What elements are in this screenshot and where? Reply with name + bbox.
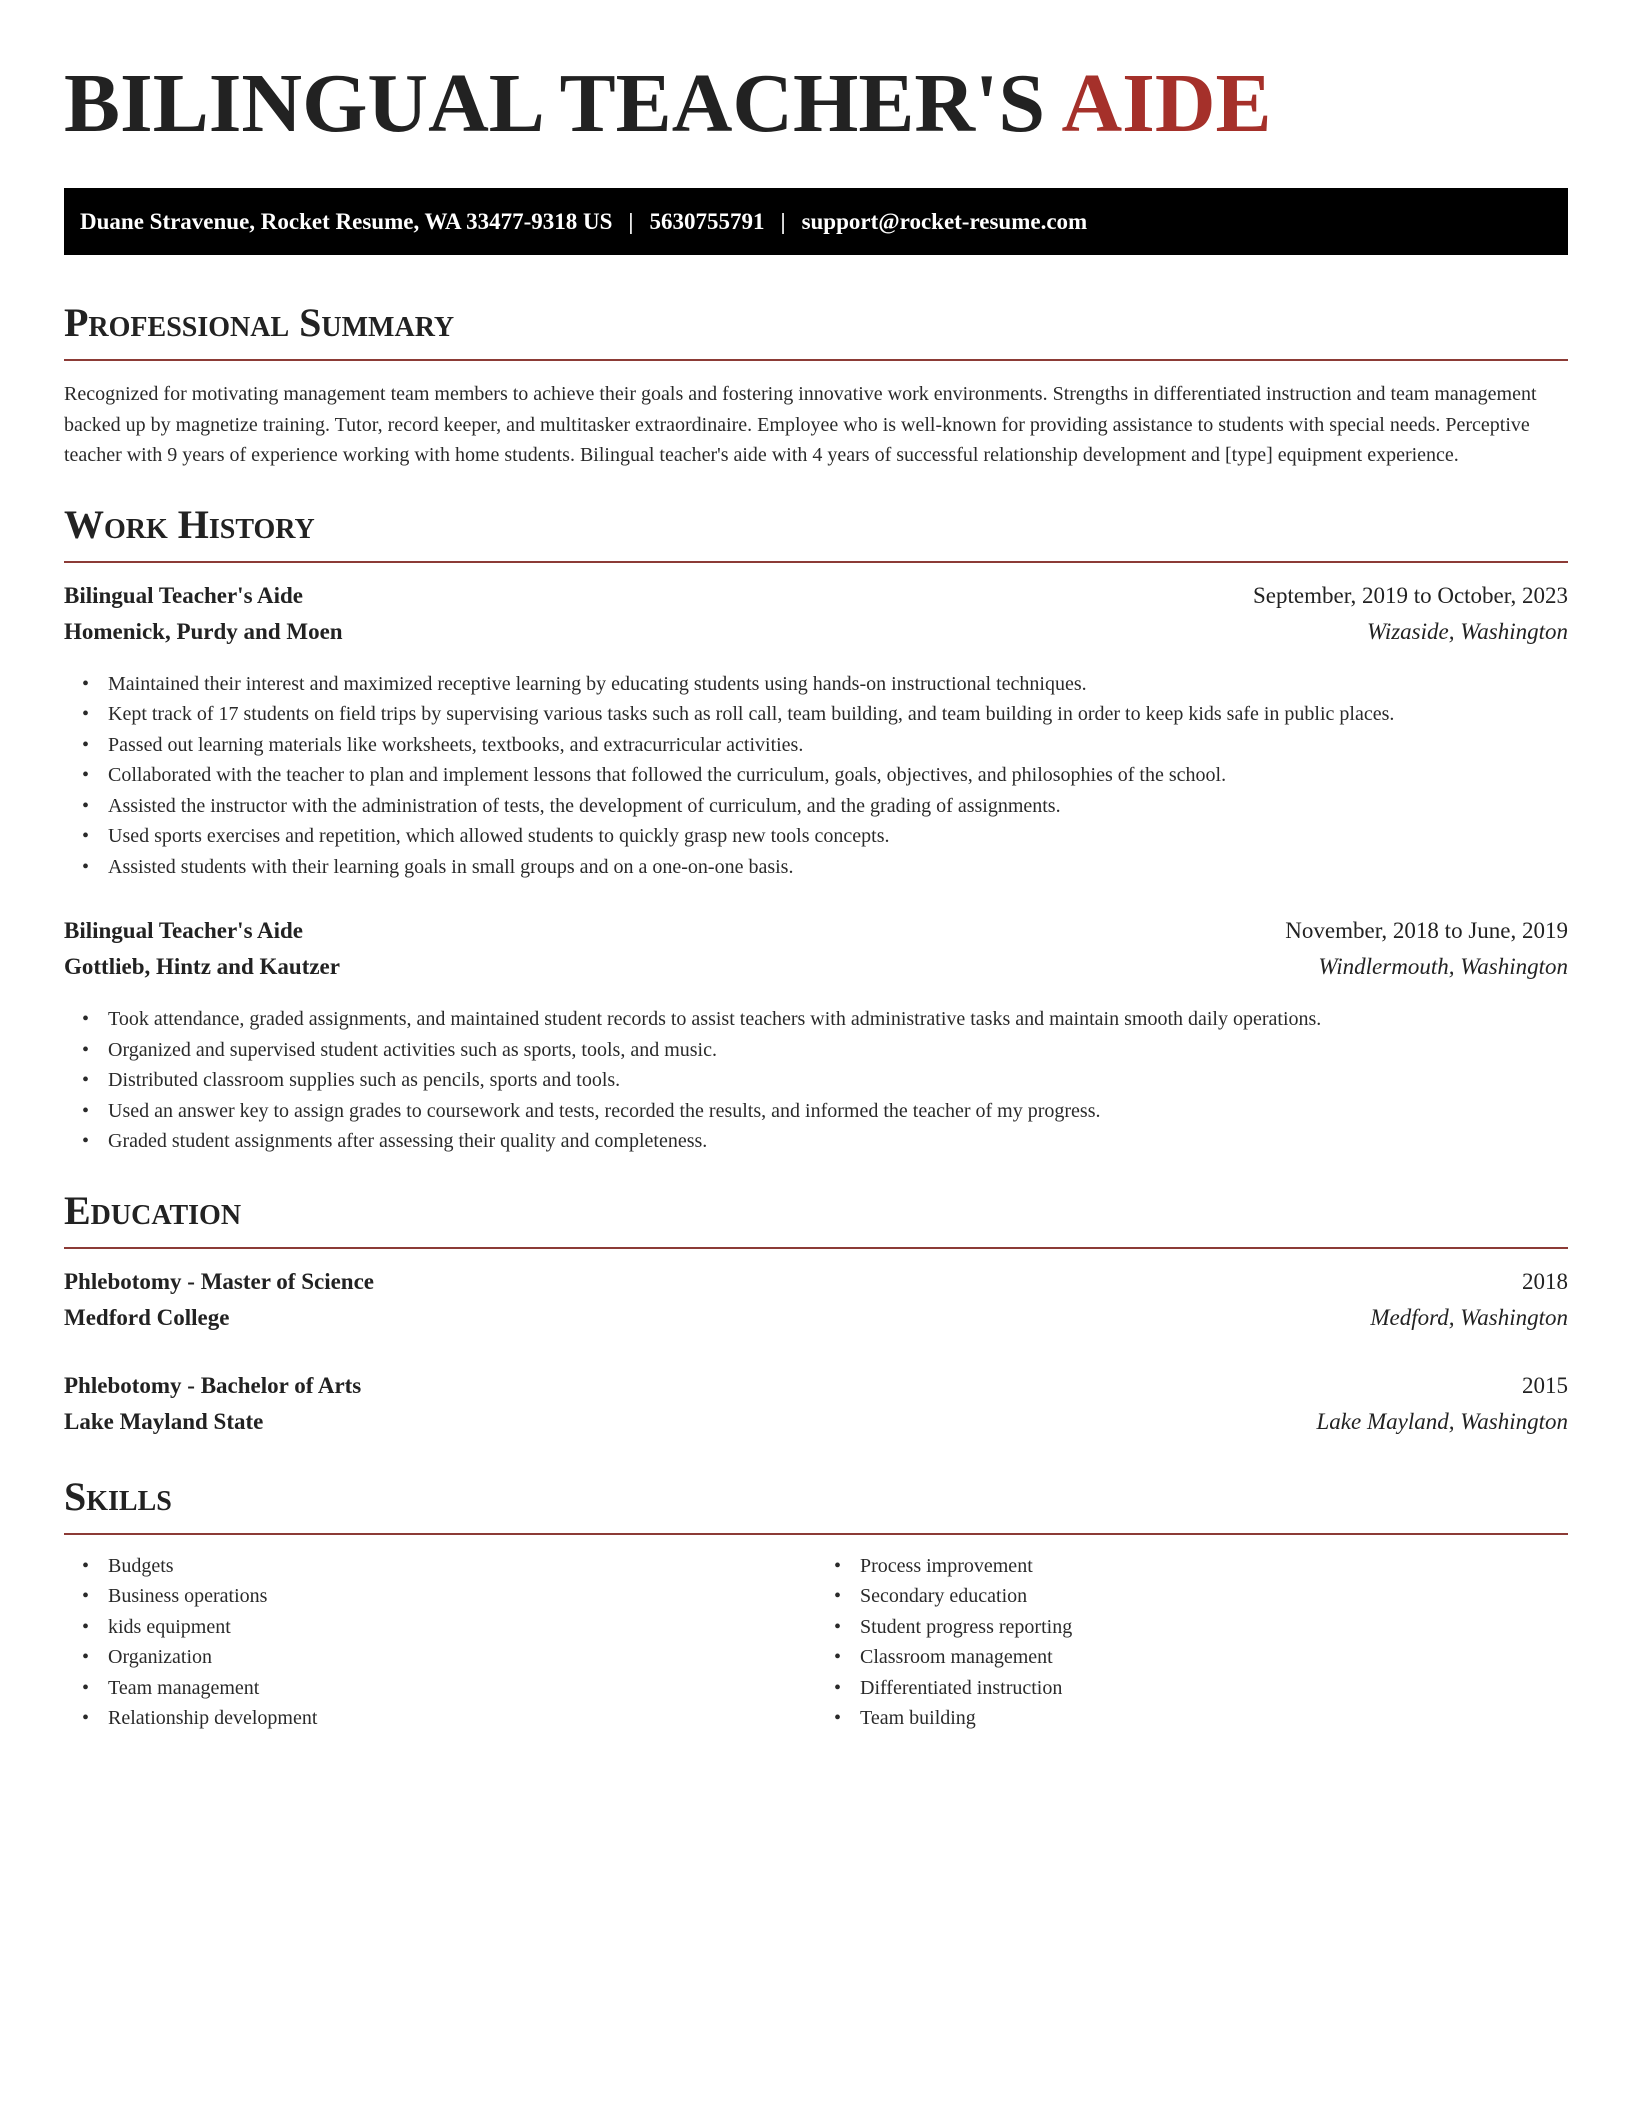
job-bullet: • Assisted students with their learning goals in small groups and on a one-on-one basis. (108, 852, 1568, 883)
skill-item: • Organization (108, 1642, 816, 1673)
skills-list (64, 1551, 1568, 1734)
skill-item: • Classroom management (860, 1642, 1568, 1673)
job-bullet: • Maintained their interest and maximized receptive learning by educating students using hands-on instructional techniques. (108, 669, 1568, 700)
skill-item: • kids equipment (108, 1612, 816, 1643)
job-title: Bilingual Teacher's Aide (64, 918, 303, 943)
education-school: Medford College (64, 1304, 230, 1330)
job-bullet: • Graded student assignments after assessing their quality and completeness. (108, 1126, 1568, 1157)
job-bullet-list (64, 1004, 1568, 1157)
title-main: BILINGUAL TEACHER'S (64, 57, 1046, 150)
skill-item: • Secondary education (860, 1581, 1568, 1612)
contact-bar (64, 188, 1568, 255)
education-school-row (64, 1305, 1568, 1341)
job-bullet: • Collaborated with the teacher to plan and implement lessons that followed the curriculum, goals, objectives, and philosophies of the school. (108, 760, 1568, 791)
section-heading-summary: Professional Summary (64, 299, 1568, 361)
resume-title (64, 0, 1568, 152)
education-location: Medford, Washington (1370, 1304, 1568, 1330)
skill-item: • Team building (860, 1703, 1568, 1734)
job-location: Wizaside, Washington (1366, 618, 1568, 644)
job-location: Windlermouth, Washington (1318, 954, 1568, 979)
contact-email: support@rocket-resume.com (801, 208, 1088, 234)
skill-item: • Relationship development (108, 1703, 816, 1734)
education-school: Lake Mayland State (64, 1408, 264, 1434)
skill-item: • Budgets (108, 1551, 816, 1582)
contact-separator: | (628, 208, 634, 234)
skill-item: • Process improvement (860, 1551, 1568, 1582)
contact-address: Duane Stravenue, Rocket Resume, WA 33477-9318 US (80, 208, 613, 234)
section-heading-skills: Skills (64, 1473, 1568, 1535)
title-accent: AIDE (1061, 57, 1272, 150)
job-bullet: • Assisted the instructor with the administration of tests, the development of curriculum, and the grading of assignments. (108, 791, 1568, 822)
job-header-row (64, 918, 1568, 954)
job-company-row (64, 619, 1568, 655)
job-company: Gottlieb, Hintz and Kautzer (64, 954, 340, 979)
job-bullet: • Passed out learning materials like worksheets, textbooks, and extracurricular activities. (108, 730, 1568, 761)
education-degree-row (64, 1269, 1568, 1305)
job-bullet: • Used sports exercises and repetition, which allowed students to quickly grasp new tools concepts. (108, 821, 1568, 852)
job-entry (64, 583, 1568, 883)
contact-phone: 5630755791 (649, 208, 765, 234)
education-degree: Phlebotomy - Bachelor of Arts (64, 1372, 362, 1398)
education-degree: Phlebotomy - Master of Science (64, 1268, 374, 1294)
skill-item: • Team management (108, 1673, 816, 1704)
job-dates: September, 2019 to October, 2023 (1253, 582, 1568, 608)
summary-text: Recognized for motivating management team members to achieve their goals and fostering innovative work environments. Strengths in differentiated instruction and team management backed up by magnetize training. Tutor, record keeper, and multitasker extraordinaire. Employee who is well-known for providing assistance to students with special needs. Perceptive teacher with 9 years of experience working with home students. Bilingual teacher's aide with 4 years of successful relationship development and [type] equipment experience. (64, 383, 1537, 466)
job-company: Homenick, Purdy and Moen (64, 618, 343, 644)
education-year: 2018 (1522, 1268, 1568, 1294)
contact-separator: | (780, 208, 786, 234)
education-degree-row (64, 1373, 1568, 1409)
education-location: Lake Mayland, Washington (1316, 1408, 1568, 1434)
job-bullet: • Took attendance, graded assignments, and maintained student records to assist teachers with administrative tasks and maintain smooth daily operations. (108, 1004, 1568, 1035)
education-entry (64, 1373, 1568, 1445)
education-year: 2015 (1522, 1372, 1568, 1398)
job-bullet: • Kept track of 17 students on field trips by supervising various tasks such as roll call, team building, and team building in order to keep kids safe in public places. (108, 699, 1568, 730)
job-bullet: • Used an answer key to assign grades to coursework and tests, recorded the results, and informed the teacher of my progress. (108, 1096, 1568, 1127)
job-bullet: • Organized and supervised student activities such as sports, tools, and music. (108, 1035, 1568, 1066)
skill-item: • Student progress reporting (860, 1612, 1568, 1643)
education-entry (64, 1269, 1568, 1341)
skills-column-left (64, 1551, 816, 1734)
job-entry (64, 918, 1568, 1157)
skills-column-right (816, 1551, 1568, 1734)
job-bullet-list (64, 669, 1568, 883)
job-bullet: • Distributed classroom supplies such as pencils, sports and tools. (108, 1065, 1568, 1096)
skill-item: • Business operations (108, 1581, 816, 1612)
education-school-row (64, 1409, 1568, 1445)
job-header-row (64, 583, 1568, 619)
job-dates: November, 2018 to June, 2019 (1285, 918, 1568, 943)
job-company-row (64, 954, 1568, 990)
skill-item: • Differentiated instruction (860, 1673, 1568, 1704)
section-heading-education: Education (64, 1187, 1568, 1249)
job-title: Bilingual Teacher's Aide (64, 582, 303, 608)
section-heading-work-history: Work History (64, 501, 1568, 563)
